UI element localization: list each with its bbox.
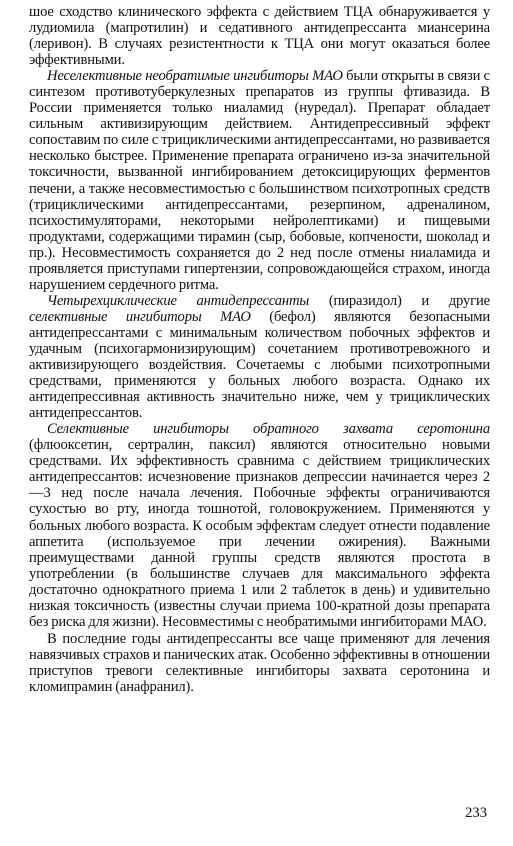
paragraph-heading-secondary: селективные ингибиторы МАО (29, 308, 251, 325)
paragraph-text: были открыты в связи с синтезом противотуберкулезных препаратов из группы фтивазида. В России применяется только ниаламид (нуредал). Препарат обладает сильным активизирующим действием. Антидепрессивный эффект сопоставим по силе с трициклическими антидепрессантами, но развивается несколько быстрее. Применение препарата ограничено из-за значительной токсичности, вызванной ингибированием детоксицирующих ферментов печени, а также несовместимостью с большинством психотропных средств (трициклическими антидепрессантами, резерпином, адреналином, психостимуляторами, некоторыми нейролептиками) и пищевыми продуктами, содержащими тирамин (сыр, бобовые, копчености, шоколад и пр.). Несовместимость сохраняется до 2 нед после отмены ниаламида и проявляется приступами гипертензии, сопровождающейся страхом, иногда нарушением сердечного ритма. (29, 68, 490, 293)
page-number: 233 (465, 805, 487, 821)
paragraph-ssri (29, 421, 490, 630)
paragraph-text: (флюоксетин, сертралин, паксил) являются относительно новыми средствами. Их эффективность сравнима с действием трициклических антидепрессантов: исчезновение признаков депрессии начинается через 2—3 нед после начала лечения. Побочные эффекты ограничиваются сухостью во рту, иногда тошнотой, головокружением. Применяются у больных любого возраста. К особым эффектам следует отнести подавление аппетита (используемое при лечении ожирения). Важными преимуществами данной группы средств являются простота в употреблении (в большинстве случаев для максимального эффекта достаточно однократного приема 1 или 2 таблеток в день) и удивительно низкая токсичность (известны случаи приема 100-кратной дозы препарата без риска для жизни). Несовместимы с необратимыми ингибиторами МАО. (29, 437, 490, 630)
paragraph-heading: Четырехциклические антидепрессанты (47, 292, 310, 309)
paragraph-text: (бефол) являются безопасными антидепрессантами с минимальным количеством побочных эффектов и удачным (психогармонизирующим) сочетанием противотревожного и активизирующего воздействия. Сочетаемы с любыми психотропными средствами, применяются у больных любого возраста. Однако их антидепрессивная активность значительно ниже, чем у трициклических антидепрессантов. (29, 308, 490, 422)
paragraph-heading: Селективные ингибиторы обратного захвата серотонина (47, 421, 490, 438)
paragraph-recent-years (29, 631, 490, 695)
paragraph-text: В последние годы антидепрессанты все чаще применяют для лечения навязчивых страхов и панических атак. Особенно эффективны в отношении приступов тревоги селективные ингибиторы захвата серотонина и кломипрамин (анафранил). (29, 630, 490, 695)
paragraph-mao-irreversible (29, 68, 490, 293)
paragraph-tetracyclic (29, 293, 490, 421)
page-body (29, 4, 490, 695)
paragraph-tca-continuation (29, 4, 490, 68)
paragraph-text: шое сходство клинического эффекта с действием ТЦА обнаруживается у лудиомила (мапротилин) и седативного антидепрессанта миансерина (леривон). В случаях резистентности к ТЦА они могут оказаться более эффективными. (29, 4, 490, 69)
paragraph-text: (пиразидол) и другие (309, 292, 490, 309)
paragraph-heading: Неселективные необратимые ингибиторы МАО (47, 68, 343, 85)
